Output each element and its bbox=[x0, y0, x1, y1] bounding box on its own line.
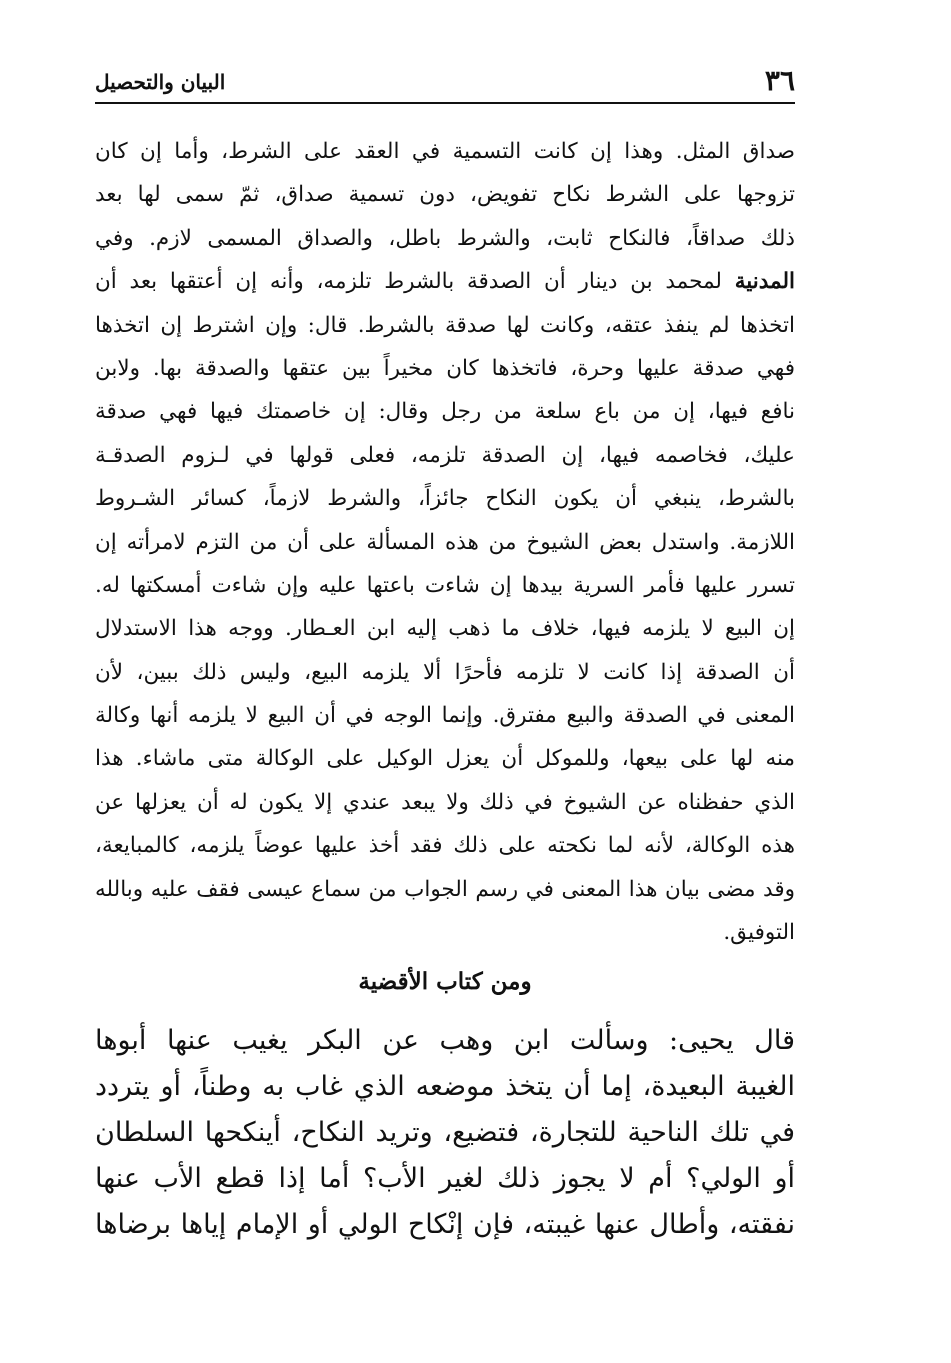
section-heading: ومن كتاب الأقضية bbox=[358, 968, 532, 995]
section-text bbox=[95, 1018, 795, 1248]
text-line: نفقته، وأطال عنها غيبته، فإن إنْكاح الولي أو الإمام إياها برضاها bbox=[95, 1209, 795, 1240]
text-line: تسرر عليها فأمر السرية بيدها إن شاءت باعتها عليه وإن شاءت أمسكتها له. bbox=[95, 572, 795, 598]
text-line: الغيبة البعيدة، إما أن يتخذ موضعه الذي غاب به وطناً، أو يتردد bbox=[95, 1071, 795, 1102]
text-line: تزوجها على الشرط نكاح تفويض، دون تسمية صداق، ثمّ سمى لها بعد bbox=[95, 182, 795, 208]
page-header bbox=[95, 62, 795, 104]
main-text bbox=[95, 130, 795, 954]
text-line: إن البيع لا يلزمه فيها، خلاف ما ذهب إليه ابن العـطار. ووجه هذا الاستدلال bbox=[95, 616, 795, 642]
text-line: اللازمة. واستدل بعض الشيوخ من هذه المسألة على أن من التزم لامرأته إن bbox=[95, 529, 795, 555]
text-line: التوفيق. bbox=[723, 920, 795, 946]
text-line: فهي صدقة عليها وحرة، فاتخذها كان مخيراً بين عتقها والصدقة بها. ولابن bbox=[95, 355, 795, 381]
text-line: هذه الوكالة، لأنه لما نكحته على ذلك فقد أخذ عليها عوضاً يلزمه، كالمبايعة، bbox=[95, 833, 795, 859]
text-line: قال يحيى: وسألت ابن وهب عن البكر يغيب عنها أبوها bbox=[95, 1025, 795, 1056]
text-line: المعنى في الصدقة والبيع مفترق. وإنما الوجه في أن البيع لا يلزمه أنها وكالة bbox=[95, 703, 795, 729]
text-line: بالشرط، ينبغي أن يكون النكاح جائزاً، والشرط لازماً، كسائر الشـروط bbox=[95, 486, 795, 512]
running-title: البيان والتحصيل bbox=[95, 70, 226, 94]
page-number: ٣٦ bbox=[764, 64, 795, 97]
emphasized-word: المدنية bbox=[734, 269, 795, 295]
text-line bbox=[95, 260, 795, 303]
text-line: أن الصدقة إذا كانت لا تلزمه فأحرًا ألا يلزمه البيع، وليس ذلك ببين، لأن bbox=[95, 659, 795, 685]
text-line: منه لها على بيعها، وللموكل أن يعزل الوكيل على الوكالة متى ماشاء. هذا bbox=[95, 746, 795, 772]
text-fragment: لمحمد بن دينار أن الصدقة بالشرط تلزمه، وأنه إن أعتقها بعد أن bbox=[95, 269, 722, 295]
text-line: نافع فيها، إن من باع سلعة من رجل وقال: إن خاصمتك فيها فهي صدقة bbox=[95, 399, 795, 425]
text-line: عليك، فخاصمه فيها، إن الصدقة تلزمه، فعلى قولها في لـزوم الصدقـة bbox=[95, 442, 795, 468]
text-line: الذي حفظناه عن الشيوخ في ذلك ولا يبعد عندي إلا يكون له أن يعزلها عن bbox=[95, 789, 795, 815]
text-line: في تلك الناحية للتجارة، فتضيع، وتريد النكاح، أينكحها السلطان bbox=[95, 1117, 795, 1148]
text-line: صداق المثل. وهذا إن كانت التسمية في العقد على الشرط، وأما إن كان bbox=[95, 139, 795, 164]
text-line: أو الولي؟ أم لا يجوز ذلك لغير الأب؟ أما إذا قطع الأب عنها bbox=[95, 1163, 795, 1194]
text-line: اتخذها لم ينفذ عتقه، وكانت لها صدقة بالشرط. قال: وإن اشترط إن اتخذها bbox=[95, 312, 795, 338]
text-line: ذلك صداقاً، فالنكاح ثابت، والشرط باطل، والصداق المسمى لازم. وفي bbox=[95, 225, 795, 251]
text-line: وقد مضى بيان هذا المعنى في رسم الجواب من سماع عيسى فقف عليه وبالله bbox=[95, 876, 795, 902]
